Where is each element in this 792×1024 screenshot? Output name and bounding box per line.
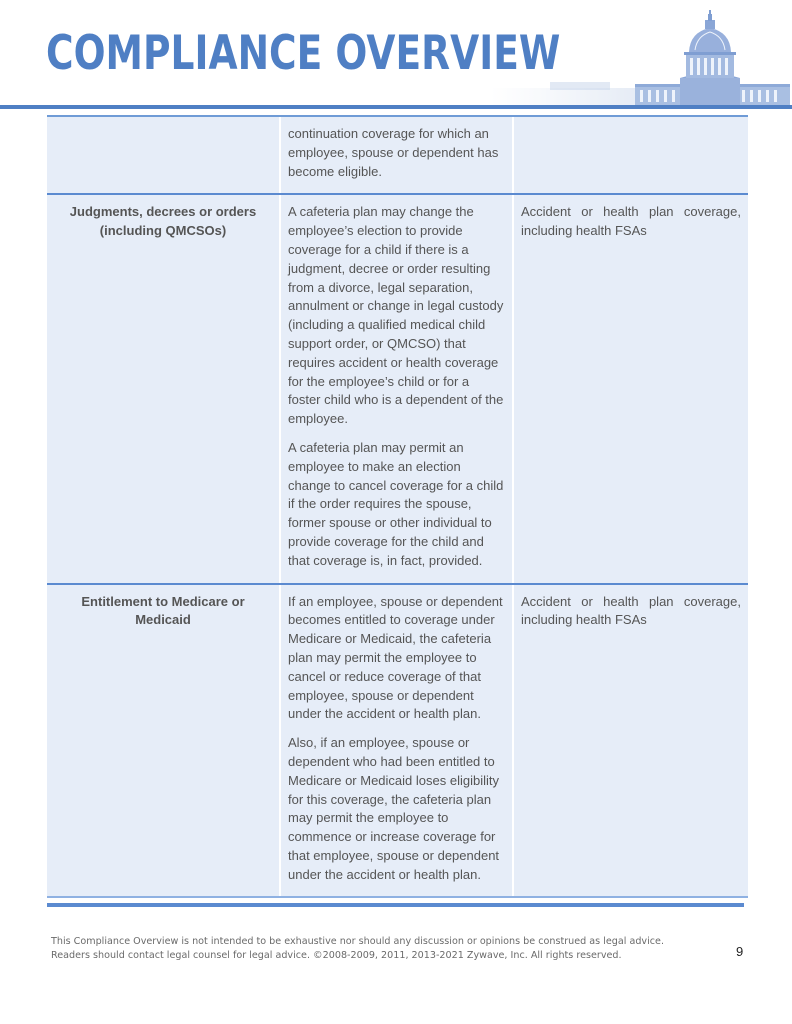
footer-rule <box>47 903 744 907</box>
table-row <box>47 583 748 897</box>
event-cell <box>47 117 281 193</box>
coverage-cell: Accident or health plan coverage, including health FSAs <box>521 593 741 628</box>
disclaimer-line: This Compliance Overview is not intended to be exhaustive nor should any discussion or opinions be construed as legal advice. <box>51 936 664 947</box>
table-bottom-rule <box>47 896 748 898</box>
capitol-building-image <box>490 10 792 108</box>
rule-paragraph: continuation coverage for which an employee, spouse or dependent has become eligible. <box>288 126 499 179</box>
rule-paragraph: Also, if an employee, spouse or dependent who had been entitled to Medicare or Medicaid loses eligibility for this coverage, the cafeteria plan may permit the employee to commence or increase coverage for that employee, spouse or dependent under the accident or health plan. <box>288 735 500 882</box>
table-row <box>47 115 748 193</box>
table-row <box>47 193 748 582</box>
page-number: 9 <box>736 944 744 959</box>
rule-paragraph: A cafeteria plan may permit an employee to make an election change to cancel coverage for a child if the order requires the spouse, former spouse or other individual to provide coverage for the child and that coverage is, in fact, provided. <box>288 439 504 568</box>
coverage-cell <box>514 117 748 193</box>
disclaimer-line: Readers should contact legal counsel for legal advice. ©2008-2009, 2011, 2013-2021 Zywave, Inc. All rights reserved. <box>51 950 622 961</box>
footer-disclaimer <box>51 935 731 963</box>
rule-cell <box>281 585 514 897</box>
page-header <box>0 0 792 112</box>
event-cell: Judgments, decrees or orders (including QMCSOs) <box>47 195 281 582</box>
rule-cell <box>281 195 514 582</box>
compliance-table <box>47 115 748 898</box>
page-title: COMPLIANCE OVERVIEW <box>46 26 561 81</box>
event-cell: Entitlement to Medicare or Medicaid <box>47 585 281 897</box>
rule-paragraph: A cafeteria plan may change the employee’s election to provide coverage for a child if there is a judgment, decree or order resulting from a divorce, legal separation, annulment or change in legal custody (including a qualified medical child support order, or QMCSO) that requires accident or health coverage for the employee’s child or for a foster child who is a dependent of the employee. <box>288 204 504 427</box>
rule-cell <box>281 117 514 193</box>
header-rule <box>0 105 792 109</box>
rule-paragraph: If an employee, spouse or dependent becomes entitled to coverage under Medicare or Medicaid, the cafeteria plan may permit the employee to cancel or reduce coverage of that employee, spouse or dependent under the accident or health plan. <box>288 593 503 722</box>
coverage-cell: Accident or health plan coverage, including health FSAs <box>521 204 741 239</box>
